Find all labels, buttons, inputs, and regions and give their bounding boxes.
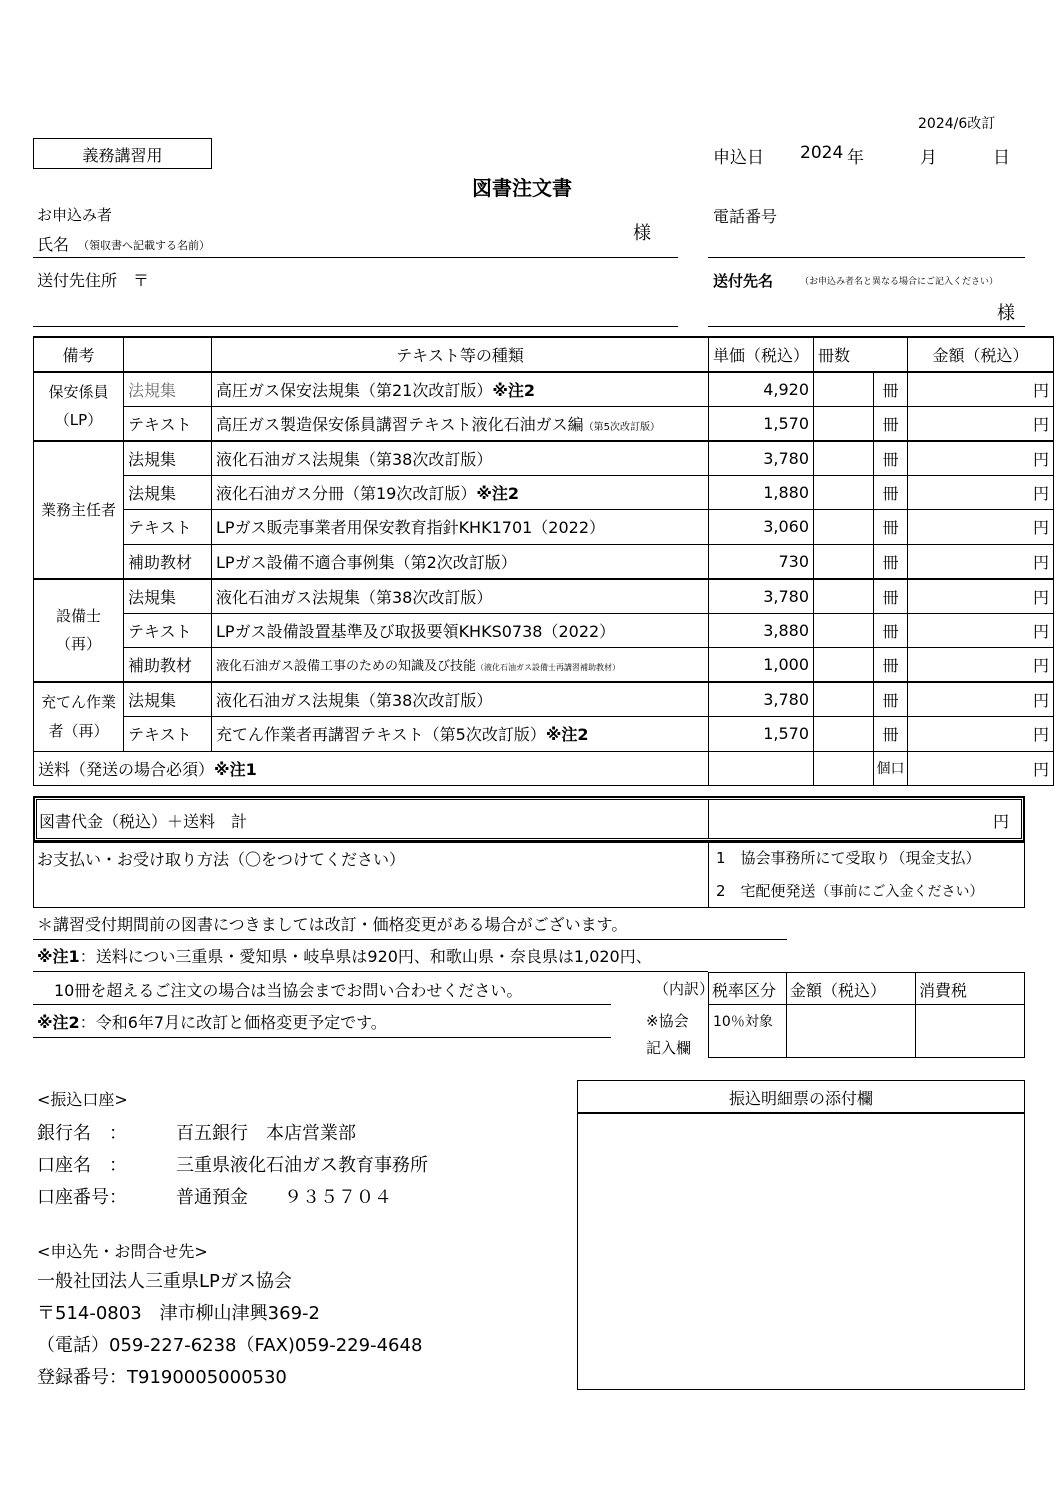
shipping-price-input[interactable] <box>709 751 814 786</box>
bank-name-label: 銀行名 ： <box>37 1123 127 1144</box>
bank-name-value: 百五銀行 本店営業部 <box>176 1123 356 1144</box>
category: 法規集 <box>124 372 212 407</box>
item-title: 高圧ガス保安法規集（第21次改訂版） <box>216 380 493 400</box>
category: 法規集 <box>124 475 212 510</box>
recipient-field-line[interactable] <box>708 326 1025 327</box>
table-row <box>34 613 1054 648</box>
table-row <box>34 544 1054 579</box>
header-amount: 金額（税込） <box>908 337 1054 372</box>
table-row <box>34 441 1054 476</box>
table-row <box>34 648 1054 683</box>
payment-divider <box>708 842 709 908</box>
header-unit-price: 単価（税込） <box>709 337 814 372</box>
applicant-heading: お申込み者 <box>37 206 113 224</box>
group-label: 設備士 （再） <box>34 579 124 683</box>
address-label: 送付先住所 〒 <box>37 271 150 290</box>
unit-price: 3,780 <box>709 441 814 476</box>
shipping-amount[interactable]: 円 <box>908 751 1054 786</box>
payment-option-2-note: （事前にご入金ください） <box>815 884 984 900</box>
tax-header-amount: 金額（税込） <box>790 981 887 1000</box>
qty-input[interactable] <box>814 613 874 648</box>
shipping-row <box>34 751 1054 786</box>
item-note: ※注2 <box>545 725 589 745</box>
bank-heading: <振込口座> <box>37 1090 128 1109</box>
category: テキスト <box>124 717 212 752</box>
qty-input[interactable] <box>814 475 874 510</box>
payment-option-1[interactable]: 1 協会事務所にて受取り（現金支払） <box>716 849 981 867</box>
amount-cell[interactable]: 円 <box>908 613 1054 648</box>
contact-org: 一般社団法人三重県LPガス協会 <box>37 1271 292 1292</box>
qty-unit: 冊 <box>874 579 908 614</box>
amount-cell[interactable]: 円 <box>908 441 1054 476</box>
payment-option-2-main: 2 宅配便発送 <box>716 882 816 900</box>
group-label: 業務主任者 <box>34 441 124 579</box>
table-row <box>34 406 1054 441</box>
name-label: 氏名 <box>37 235 70 254</box>
qty-input[interactable] <box>814 544 874 579</box>
category: 補助教材 <box>124 648 212 683</box>
item-small-note: （液化石油ガス設備士再講習補助教材） <box>476 663 621 672</box>
month-unit: 月 <box>920 148 937 168</box>
registration-number: 登録番号：T9190005000530 <box>37 1367 287 1388</box>
qty-unit: 冊 <box>874 510 908 545</box>
category: 法規集 <box>124 579 212 614</box>
qty-unit: 冊 <box>874 682 908 717</box>
amount-cell[interactable]: 円 <box>908 648 1054 683</box>
unit-price: 3,880 <box>709 613 814 648</box>
category: テキスト <box>124 406 212 441</box>
note1-divider <box>33 971 708 972</box>
total-label: 図書代金（税込）＋送料 計 <box>39 812 248 831</box>
apply-date-year[interactable]: 2024 <box>800 143 844 163</box>
unit-price: 3,780 <box>709 579 814 614</box>
shipping-unit: 個口 <box>874 751 908 786</box>
item-title: LPガス販売事業者用保安教育指針KHK1701（2022） <box>212 510 709 545</box>
payment-option-2[interactable] <box>716 880 984 901</box>
amount-cell[interactable]: 円 <box>908 406 1054 441</box>
phone-field-line[interactable] <box>708 257 1025 258</box>
note1-cont-divider <box>33 1004 611 1005</box>
account-name-value: 三重県液化石油ガス教育事務所 <box>176 1155 428 1176</box>
qty-input[interactable] <box>814 579 874 614</box>
name-note: （領収書へ記載する名前） <box>78 239 210 252</box>
amount-cell[interactable]: 円 <box>908 372 1054 407</box>
qty-input[interactable] <box>814 717 874 752</box>
applicant-honorific: 様 <box>633 223 651 244</box>
recipient-label: 送付先名 <box>713 272 774 290</box>
table-row <box>34 717 1054 752</box>
attach-box[interactable] <box>577 1080 1025 1390</box>
header-remarks: 備考 <box>34 337 124 372</box>
phone-label: 電話番号 <box>713 207 778 226</box>
qty-unit: 冊 <box>874 475 908 510</box>
tax-entry-label: 記入欄 <box>646 1039 692 1057</box>
unit-price: 1,880 <box>709 475 814 510</box>
year-unit: 年 <box>847 148 864 168</box>
qty-input[interactable] <box>814 510 874 545</box>
category: 補助教材 <box>124 544 212 579</box>
apply-date-label: 申込日 <box>713 148 764 168</box>
notice-divider <box>33 939 787 940</box>
item-title: LPガス設備不適合事例集（第2次改訂版） <box>212 544 709 579</box>
note1-text: ：送料につい三重県・愛知県・岐阜県は920円、和歌山県・奈良県は1,020円、 <box>79 947 652 966</box>
qty-unit: 冊 <box>874 544 908 579</box>
header-qty: 冊数 <box>814 337 874 372</box>
unit-price: 3,780 <box>709 682 814 717</box>
amount-cell[interactable]: 円 <box>908 544 1054 579</box>
recipient-honorific: 様 <box>997 303 1015 324</box>
group-label: 充てん作業 者（再） <box>34 682 124 751</box>
unit-price: 1,570 <box>709 406 814 441</box>
shipping-note: ※注1 <box>214 759 257 779</box>
item-title: 高圧ガス製造保安係員講習テキスト液化石油ガス編 <box>216 414 584 434</box>
item-title: LPガス設備設置基準及び取扱要領KHKS0738（2022） <box>212 613 709 648</box>
note1-label: ※注1 <box>37 947 80 966</box>
tax-box-vline-2 <box>915 972 916 1058</box>
table-row <box>34 579 1054 614</box>
tax-header-consumption: 消費税 <box>919 981 968 1000</box>
recipient-note: （お申込み者名と異なる場合にご記入ください） <box>800 277 999 287</box>
unit-price: 1,000 <box>709 648 814 683</box>
payment-label: お支払い・お受け取り方法（〇をつけてください） <box>37 850 406 869</box>
account-number-value: 普通預金 ９３５７０４ <box>176 1187 392 1208</box>
item-small-note: （第5次改訂版） <box>583 421 661 433</box>
note1-continuation: 10冊を超えるご注文の場合は当協会までお問い合わせください。 <box>54 981 523 1000</box>
note2-text: ：令和6年7月に改訂と価格変更予定です。 <box>79 1013 387 1032</box>
table-row <box>34 682 1054 717</box>
notice-line: ＊講習受付期間前の図書につきましては改訂・価格変更がある場合がございます。 <box>37 915 628 934</box>
qty-input[interactable] <box>814 648 874 683</box>
category: テキスト <box>124 613 212 648</box>
table-header-row <box>34 337 1054 372</box>
total-amount[interactable]: 円 <box>993 812 1010 831</box>
tax-rate-10: 10％対象 <box>713 1014 773 1030</box>
category: 法規集 <box>124 441 212 476</box>
attach-box-title: 振込明細票の添付欄 <box>728 1089 873 1108</box>
qty-input[interactable] <box>814 682 874 717</box>
order-table <box>33 336 1054 786</box>
tax-header-rate: 税率区分 <box>712 981 777 1000</box>
account-number-label: 口座番号： <box>37 1187 127 1208</box>
amount-cell[interactable]: 円 <box>908 475 1054 510</box>
unit-price: 730 <box>709 544 814 579</box>
unit-price: 4,920 <box>709 372 814 407</box>
address-field-line[interactable] <box>33 326 678 327</box>
qty-unit: 冊 <box>874 613 908 648</box>
note2-label: ※注2 <box>37 1013 80 1032</box>
item-note: ※注2 <box>476 483 520 503</box>
page-title: 図書注文書 <box>472 176 572 200</box>
item-title: 液化石油ガス法規集（第38次改訂版） <box>212 579 709 614</box>
category: 法規集 <box>124 682 212 717</box>
contact-phone: （電話）059-227-6238（FAX)059-229-4648 <box>37 1335 423 1356</box>
item-title: 充てん作業者再講習テキスト（第5次改訂版） <box>216 725 546 745</box>
item-note: ※注2 <box>492 380 536 400</box>
attach-box-divider <box>577 1112 1025 1114</box>
tax-office-label: ※協会 <box>646 1012 689 1030</box>
amount-cell[interactable]: 円 <box>908 682 1054 717</box>
qty-input[interactable] <box>814 372 874 407</box>
tax-breakdown-label: （内訳） <box>654 980 715 998</box>
amount-cell[interactable]: 円 <box>908 717 1054 752</box>
qty-input[interactable] <box>814 441 874 476</box>
shipping-label: 送料（発送の場合必須） <box>38 759 215 779</box>
qty-input[interactable] <box>814 406 874 441</box>
qty-unit: 冊 <box>874 441 908 476</box>
qty-unit: 冊 <box>874 717 908 752</box>
contact-heading: <申込先・お問合せ先> <box>37 1242 208 1261</box>
contact-address: 〒514-0803 津市柳山津興369-2 <box>37 1303 320 1324</box>
table-row <box>34 372 1054 407</box>
shipping-qty-input[interactable] <box>814 751 874 786</box>
item-title: 液化石油ガス法規集（第38次改訂版） <box>212 682 709 717</box>
header-type: テキスト等の種類 <box>212 337 709 372</box>
amount-cell[interactable]: 円 <box>908 579 1054 614</box>
note2-divider <box>33 1037 611 1038</box>
account-name-label: 口座名 ： <box>37 1155 127 1176</box>
item-title: 液化石油ガス分冊（第19次改訂版） <box>216 483 477 503</box>
qty-unit: 冊 <box>874 372 908 407</box>
qty-unit: 冊 <box>874 406 908 441</box>
unit-price: 3,060 <box>709 510 814 545</box>
table-row <box>34 510 1054 545</box>
item-title: 液化石油ガス法規集（第38次改訂版） <box>212 441 709 476</box>
total-divider <box>708 799 709 839</box>
name-field-line[interactable] <box>33 257 678 258</box>
tax-box-vline-1 <box>786 972 787 1058</box>
amount-cell[interactable]: 円 <box>908 510 1054 545</box>
day-unit: 日 <box>993 148 1010 168</box>
table-row <box>34 475 1054 510</box>
revision-date: 2024/6改訂 <box>918 116 996 132</box>
category: テキスト <box>124 510 212 545</box>
item-title: 液化石油ガス設備工事のための知識及び技能 <box>216 659 477 674</box>
qty-unit: 冊 <box>874 648 908 683</box>
tax-box-hline <box>708 1004 1025 1005</box>
group-label: 保安係員 （LP） <box>34 372 124 441</box>
unit-price: 1,570 <box>709 717 814 752</box>
course-label: 義務講習用 <box>82 146 163 165</box>
